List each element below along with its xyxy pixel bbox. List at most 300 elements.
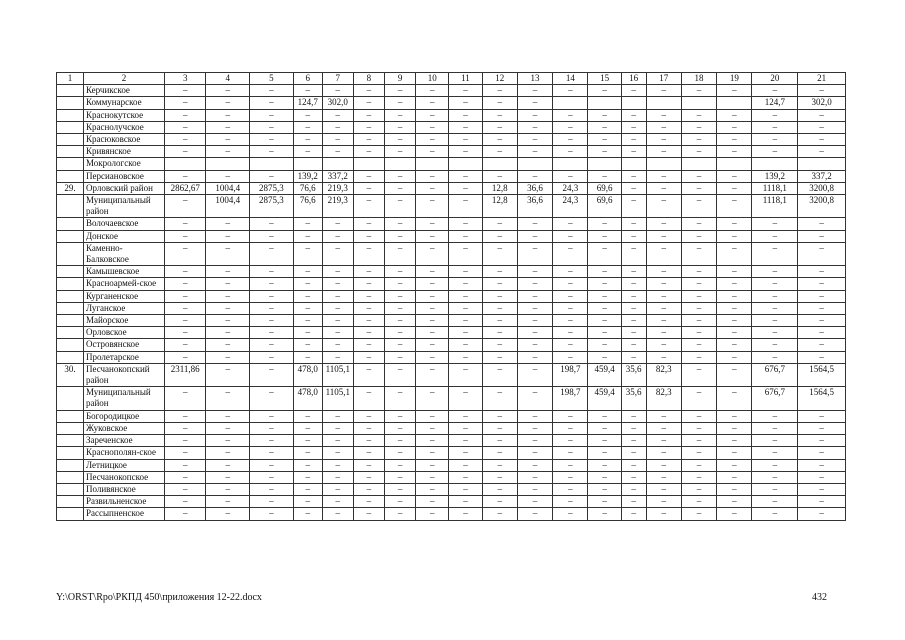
value-cell: – bbox=[353, 459, 384, 471]
row-name-cell: Богородицкое bbox=[83, 410, 164, 422]
value-cell: – bbox=[717, 508, 752, 520]
value-cell: – bbox=[621, 230, 646, 242]
row-number-cell bbox=[57, 351, 84, 363]
row-name-cell: Краснолучское bbox=[83, 121, 164, 133]
row-name-cell: Песчанокопский район bbox=[83, 363, 164, 386]
value-cell: – bbox=[646, 85, 681, 97]
table-row bbox=[57, 266, 846, 278]
value-cell: – bbox=[322, 435, 353, 447]
value-cell: – bbox=[798, 146, 846, 158]
row-name-cell: Коммунарское bbox=[83, 97, 164, 109]
table-row bbox=[57, 387, 846, 410]
value-cell: – bbox=[482, 266, 517, 278]
value-cell: 139,2 bbox=[752, 170, 798, 182]
value-cell: – bbox=[164, 97, 206, 109]
value-cell: – bbox=[553, 508, 588, 520]
value-cell: – bbox=[646, 109, 681, 121]
value-cell: – bbox=[449, 447, 482, 459]
value-cell: – bbox=[353, 387, 384, 410]
value-cell: – bbox=[646, 422, 681, 434]
value-cell bbox=[416, 158, 449, 170]
value-cell: – bbox=[353, 327, 384, 339]
value-cell: – bbox=[717, 195, 752, 218]
value-cell: – bbox=[482, 471, 517, 483]
value-cell: – bbox=[621, 435, 646, 447]
value-cell: – bbox=[517, 327, 552, 339]
value-cell: – bbox=[681, 170, 716, 182]
value-cell: – bbox=[322, 146, 353, 158]
row-number-cell bbox=[57, 109, 84, 121]
value-cell: – bbox=[482, 290, 517, 302]
value-cell: – bbox=[681, 121, 716, 133]
value-cell: – bbox=[293, 459, 322, 471]
value-cell: – bbox=[293, 483, 322, 495]
value-cell: – bbox=[588, 315, 621, 327]
table-row bbox=[57, 290, 846, 302]
value-cell: – bbox=[206, 447, 250, 459]
value-cell: – bbox=[206, 339, 250, 351]
value-cell: – bbox=[717, 278, 752, 290]
value-cell: – bbox=[621, 170, 646, 182]
value-cell: – bbox=[385, 422, 416, 434]
value-cell: 2875,3 bbox=[250, 195, 294, 218]
value-cell: – bbox=[517, 483, 552, 495]
value-cell: – bbox=[588, 170, 621, 182]
value-cell: – bbox=[293, 327, 322, 339]
value-cell: – bbox=[164, 339, 206, 351]
value-cell: – bbox=[322, 508, 353, 520]
value-cell: – bbox=[717, 471, 752, 483]
value-cell bbox=[798, 158, 846, 170]
value-cell: – bbox=[621, 182, 646, 194]
header-cell: 21 bbox=[798, 73, 846, 85]
value-cell: 1118,1 bbox=[752, 182, 798, 194]
header-cell: 4 bbox=[206, 73, 250, 85]
row-name-cell: Персиановское bbox=[83, 170, 164, 182]
table-row bbox=[57, 242, 846, 265]
value-cell: – bbox=[482, 339, 517, 351]
value-cell: – bbox=[553, 339, 588, 351]
value-cell: – bbox=[449, 471, 482, 483]
value-cell: – bbox=[717, 170, 752, 182]
value-cell: – bbox=[588, 109, 621, 121]
data-table bbox=[56, 72, 846, 521]
row-name-cell: Островянское bbox=[83, 339, 164, 351]
row-number-cell: 29. bbox=[57, 182, 84, 194]
value-cell: 478,0 bbox=[293, 387, 322, 410]
value-cell: – bbox=[293, 496, 322, 508]
value-cell: – bbox=[553, 121, 588, 133]
value-cell: – bbox=[322, 278, 353, 290]
value-cell: – bbox=[206, 85, 250, 97]
value-cell: – bbox=[646, 496, 681, 508]
value-cell: – bbox=[646, 410, 681, 422]
value-cell: – bbox=[449, 363, 482, 386]
value-cell: – bbox=[385, 266, 416, 278]
row-name-cell: Керчикское bbox=[83, 85, 164, 97]
row-number-cell bbox=[57, 339, 84, 351]
value-cell: – bbox=[621, 290, 646, 302]
value-cell: – bbox=[353, 483, 384, 495]
value-cell: – bbox=[385, 242, 416, 265]
value-cell: – bbox=[164, 422, 206, 434]
value-cell: – bbox=[752, 218, 798, 230]
value-cell: – bbox=[385, 121, 416, 133]
value-cell: – bbox=[449, 170, 482, 182]
value-cell: – bbox=[681, 363, 716, 386]
value-cell: – bbox=[353, 410, 384, 422]
table-row bbox=[57, 483, 846, 495]
value-cell: – bbox=[250, 242, 294, 265]
value-cell: – bbox=[250, 146, 294, 158]
value-cell: – bbox=[646, 134, 681, 146]
value-cell: – bbox=[385, 351, 416, 363]
value-cell: – bbox=[385, 410, 416, 422]
value-cell bbox=[646, 158, 681, 170]
value-cell: – bbox=[385, 109, 416, 121]
value-cell: – bbox=[646, 290, 681, 302]
value-cell: – bbox=[717, 121, 752, 133]
value-cell: – bbox=[646, 435, 681, 447]
value-cell: – bbox=[449, 459, 482, 471]
value-cell bbox=[293, 158, 322, 170]
value-cell: – bbox=[588, 134, 621, 146]
value-cell: – bbox=[206, 471, 250, 483]
value-cell: – bbox=[553, 410, 588, 422]
value-cell: – bbox=[752, 459, 798, 471]
value-cell: – bbox=[322, 134, 353, 146]
value-cell: – bbox=[449, 290, 482, 302]
value-cell: – bbox=[517, 146, 552, 158]
value-cell: – bbox=[416, 121, 449, 133]
header-cell: 2 bbox=[83, 73, 164, 85]
value-cell: – bbox=[416, 230, 449, 242]
value-cell: – bbox=[449, 182, 482, 194]
value-cell: – bbox=[646, 483, 681, 495]
value-cell: – bbox=[164, 146, 206, 158]
value-cell: – bbox=[752, 483, 798, 495]
value-cell: – bbox=[681, 435, 716, 447]
value-cell: – bbox=[621, 496, 646, 508]
value-cell: – bbox=[798, 410, 846, 422]
value-cell: – bbox=[588, 339, 621, 351]
value-cell: – bbox=[385, 363, 416, 386]
value-cell: – bbox=[517, 278, 552, 290]
value-cell bbox=[322, 158, 353, 170]
value-cell: – bbox=[353, 447, 384, 459]
value-cell: – bbox=[482, 134, 517, 146]
value-cell: – bbox=[482, 315, 517, 327]
row-number-cell bbox=[57, 483, 84, 495]
value-cell: – bbox=[416, 315, 449, 327]
value-cell: – bbox=[798, 351, 846, 363]
value-cell: – bbox=[588, 447, 621, 459]
value-cell: – bbox=[293, 134, 322, 146]
value-cell: – bbox=[681, 290, 716, 302]
value-cell: – bbox=[164, 230, 206, 242]
value-cell: – bbox=[681, 339, 716, 351]
value-cell: – bbox=[588, 290, 621, 302]
row-number-cell bbox=[57, 121, 84, 133]
value-cell: 337,2 bbox=[798, 170, 846, 182]
value-cell: – bbox=[798, 422, 846, 434]
value-cell: – bbox=[293, 302, 322, 314]
value-cell: – bbox=[353, 146, 384, 158]
value-cell: – bbox=[416, 170, 449, 182]
value-cell: – bbox=[646, 266, 681, 278]
value-cell: – bbox=[164, 134, 206, 146]
value-cell: – bbox=[752, 266, 798, 278]
file-path: Y:\ORST\Rpo\РКПД 450\приложения 12-22.docx bbox=[56, 592, 262, 603]
value-cell: – bbox=[646, 195, 681, 218]
row-number-cell bbox=[57, 158, 84, 170]
value-cell: – bbox=[385, 278, 416, 290]
value-cell: – bbox=[353, 435, 384, 447]
value-cell bbox=[449, 158, 482, 170]
value-cell: – bbox=[250, 230, 294, 242]
value-cell: – bbox=[553, 230, 588, 242]
row-name-cell: Камышевское bbox=[83, 266, 164, 278]
value-cell: – bbox=[353, 85, 384, 97]
value-cell: – bbox=[752, 278, 798, 290]
value-cell: – bbox=[206, 508, 250, 520]
value-cell: – bbox=[482, 302, 517, 314]
value-cell: – bbox=[752, 351, 798, 363]
value-cell: – bbox=[293, 447, 322, 459]
value-cell: – bbox=[517, 363, 552, 386]
value-cell: – bbox=[353, 302, 384, 314]
value-cell: 337,2 bbox=[322, 170, 353, 182]
value-cell: 24,3 bbox=[553, 182, 588, 194]
value-cell: – bbox=[449, 230, 482, 242]
value-cell: – bbox=[646, 302, 681, 314]
value-cell: – bbox=[322, 422, 353, 434]
table-row bbox=[57, 339, 846, 351]
value-cell: – bbox=[553, 447, 588, 459]
value-cell: – bbox=[206, 97, 250, 109]
value-cell bbox=[717, 97, 752, 109]
value-cell: – bbox=[449, 97, 482, 109]
value-cell: – bbox=[206, 134, 250, 146]
value-cell: – bbox=[588, 230, 621, 242]
value-cell: – bbox=[449, 85, 482, 97]
table-row bbox=[57, 410, 846, 422]
value-cell: 1105,1 bbox=[322, 387, 353, 410]
value-cell: – bbox=[517, 315, 552, 327]
value-cell: – bbox=[250, 85, 294, 97]
table-row bbox=[57, 471, 846, 483]
value-cell: – bbox=[385, 483, 416, 495]
table-row bbox=[57, 170, 846, 182]
value-cell: – bbox=[482, 146, 517, 158]
value-cell: – bbox=[482, 422, 517, 434]
value-cell: – bbox=[621, 134, 646, 146]
value-cell: – bbox=[449, 496, 482, 508]
value-cell: – bbox=[646, 327, 681, 339]
value-cell: – bbox=[385, 496, 416, 508]
value-cell: – bbox=[798, 302, 846, 314]
row-number-cell bbox=[57, 195, 84, 218]
header-cell: 3 bbox=[164, 73, 206, 85]
value-cell: – bbox=[482, 218, 517, 230]
table-row bbox=[57, 327, 846, 339]
value-cell: – bbox=[250, 327, 294, 339]
row-number-cell bbox=[57, 302, 84, 314]
value-cell: – bbox=[322, 242, 353, 265]
value-cell: – bbox=[449, 483, 482, 495]
value-cell: 302,0 bbox=[798, 97, 846, 109]
value-cell: – bbox=[416, 182, 449, 194]
value-cell: – bbox=[293, 339, 322, 351]
value-cell: – bbox=[164, 351, 206, 363]
value-cell: – bbox=[717, 410, 752, 422]
value-cell: – bbox=[385, 435, 416, 447]
value-cell: 219,3 bbox=[322, 182, 353, 194]
value-cell: – bbox=[322, 327, 353, 339]
value-cell: – bbox=[353, 121, 384, 133]
value-cell: – bbox=[250, 435, 294, 447]
value-cell: 219,3 bbox=[322, 195, 353, 218]
row-number-cell: 30. bbox=[57, 363, 84, 386]
value-cell: – bbox=[293, 471, 322, 483]
value-cell: – bbox=[449, 410, 482, 422]
value-cell: – bbox=[293, 109, 322, 121]
table-row bbox=[57, 302, 846, 314]
value-cell: – bbox=[250, 170, 294, 182]
row-name-cell: Мокрологское bbox=[83, 158, 164, 170]
value-cell: – bbox=[416, 266, 449, 278]
value-cell: – bbox=[250, 508, 294, 520]
value-cell: – bbox=[553, 134, 588, 146]
value-cell: – bbox=[717, 290, 752, 302]
header-cell: 11 bbox=[449, 73, 482, 85]
value-cell: – bbox=[553, 471, 588, 483]
table-row bbox=[57, 121, 846, 133]
value-cell: – bbox=[206, 422, 250, 434]
value-cell: – bbox=[681, 410, 716, 422]
table-row bbox=[57, 351, 846, 363]
value-cell: 82,3 bbox=[646, 387, 681, 410]
value-cell: – bbox=[449, 218, 482, 230]
value-cell: – bbox=[681, 182, 716, 194]
value-cell: – bbox=[588, 278, 621, 290]
value-cell: – bbox=[553, 483, 588, 495]
value-cell: – bbox=[681, 266, 716, 278]
value-cell: 1564,5 bbox=[798, 387, 846, 410]
value-cell: – bbox=[621, 109, 646, 121]
value-cell: – bbox=[293, 146, 322, 158]
value-cell: – bbox=[798, 109, 846, 121]
value-cell: 1004,4 bbox=[206, 182, 250, 194]
value-cell: – bbox=[482, 121, 517, 133]
value-cell: – bbox=[798, 471, 846, 483]
value-cell: 3200,8 bbox=[798, 195, 846, 218]
value-cell: – bbox=[517, 85, 552, 97]
value-cell: – bbox=[752, 290, 798, 302]
value-cell bbox=[250, 158, 294, 170]
value-cell: – bbox=[449, 339, 482, 351]
value-cell: – bbox=[206, 302, 250, 314]
value-cell: – bbox=[385, 315, 416, 327]
value-cell: – bbox=[385, 146, 416, 158]
value-cell: – bbox=[353, 278, 384, 290]
value-cell: – bbox=[717, 85, 752, 97]
row-name-cell: Летницкое bbox=[83, 459, 164, 471]
value-cell: – bbox=[482, 447, 517, 459]
value-cell: – bbox=[164, 121, 206, 133]
value-cell: – bbox=[353, 339, 384, 351]
value-cell: – bbox=[517, 387, 552, 410]
value-cell: – bbox=[353, 242, 384, 265]
table-row bbox=[57, 109, 846, 121]
value-cell: – bbox=[798, 496, 846, 508]
value-cell bbox=[553, 97, 588, 109]
value-cell: – bbox=[206, 483, 250, 495]
value-cell: – bbox=[482, 387, 517, 410]
value-cell: – bbox=[416, 146, 449, 158]
value-cell: – bbox=[449, 109, 482, 121]
value-cell: – bbox=[646, 170, 681, 182]
value-cell: – bbox=[646, 121, 681, 133]
value-cell: – bbox=[681, 146, 716, 158]
value-cell: – bbox=[385, 134, 416, 146]
value-cell: – bbox=[717, 447, 752, 459]
value-cell: – bbox=[752, 134, 798, 146]
value-cell: – bbox=[717, 483, 752, 495]
value-cell: – bbox=[416, 327, 449, 339]
value-cell: – bbox=[385, 327, 416, 339]
header-cell: 19 bbox=[717, 73, 752, 85]
value-cell: – bbox=[553, 242, 588, 265]
value-cell: – bbox=[717, 134, 752, 146]
row-number-cell bbox=[57, 422, 84, 434]
value-cell: – bbox=[681, 459, 716, 471]
value-cell: – bbox=[416, 387, 449, 410]
value-cell: – bbox=[553, 302, 588, 314]
value-cell: – bbox=[416, 422, 449, 434]
value-cell: – bbox=[482, 170, 517, 182]
header-cell: 1 bbox=[57, 73, 84, 85]
header-cell: 14 bbox=[553, 73, 588, 85]
value-cell: – bbox=[206, 170, 250, 182]
value-cell: – bbox=[293, 230, 322, 242]
value-cell: – bbox=[621, 146, 646, 158]
value-cell: – bbox=[517, 351, 552, 363]
value-cell: – bbox=[206, 278, 250, 290]
value-cell bbox=[482, 158, 517, 170]
row-number-cell bbox=[57, 85, 84, 97]
value-cell: 35,6 bbox=[621, 363, 646, 386]
value-cell: – bbox=[416, 459, 449, 471]
value-cell: – bbox=[798, 483, 846, 495]
row-number-cell bbox=[57, 278, 84, 290]
value-cell: – bbox=[164, 387, 206, 410]
value-cell: – bbox=[646, 351, 681, 363]
row-name-cell: Волочаевское bbox=[83, 218, 164, 230]
value-cell: – bbox=[416, 109, 449, 121]
table-row bbox=[57, 97, 846, 109]
value-cell: – bbox=[621, 242, 646, 265]
table-row bbox=[57, 447, 846, 459]
value-cell bbox=[353, 158, 384, 170]
value-cell: – bbox=[681, 195, 716, 218]
value-cell: – bbox=[206, 266, 250, 278]
value-cell: – bbox=[385, 508, 416, 520]
value-cell: – bbox=[385, 218, 416, 230]
value-cell bbox=[206, 158, 250, 170]
value-cell: 24,3 bbox=[553, 195, 588, 218]
value-cell: – bbox=[517, 508, 552, 520]
